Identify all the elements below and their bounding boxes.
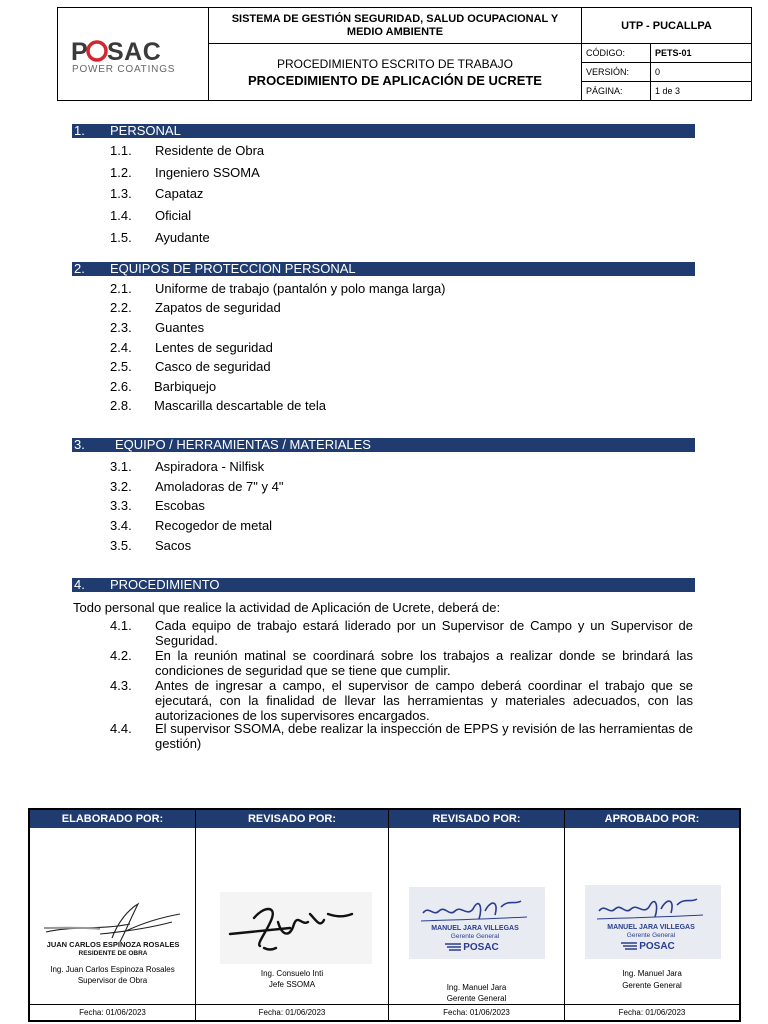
step-text: Cada equipo de trabajo estará liderado por un Supervisor de Campo y un Supervisor de Seguridad.: [155, 618, 693, 648]
section-title: EQUIPO / HERRAMIENTAS / MATERIALES: [115, 437, 371, 452]
section-bar-procedimiento: [72, 578, 695, 592]
procedure-cell: [209, 44, 582, 100]
signature-column-revisado-1: [196, 810, 389, 1020]
signature-column-aprobado: [565, 810, 739, 1020]
svg-text:JUAN CARLOS ESPINOZA ROSALES: JUAN CARLOS ESPINOZA ROSALES: [46, 940, 180, 949]
svg-text:POWER COATINGS: POWER COATINGS: [72, 64, 176, 75]
logo-cell: [58, 8, 209, 100]
svg-text:Gerente General: Gerente General: [450, 933, 500, 940]
step-number: 4.1.: [110, 618, 132, 633]
code-label: CÓDIGO:: [582, 44, 651, 63]
svg-text:MANUEL JARA VILLEGAS: MANUEL JARA VILLEGAS: [431, 925, 519, 932]
signer-name: Ing. Manuel Jara: [622, 969, 682, 978]
document-header: [57, 7, 752, 101]
version-label: VERSIÓN:: [582, 63, 651, 82]
svg-text:SAC: SAC: [107, 38, 162, 66]
signer-role: Gerente General: [622, 981, 682, 990]
signer-name: Ing. Juan Carlos Espinoza Rosales: [50, 965, 175, 974]
section-number: 2.: [74, 261, 85, 276]
section-title: PROCEDIMIENTO: [110, 577, 220, 592]
section-bar-equipo: [72, 438, 695, 452]
svg-text:P: P: [71, 38, 89, 66]
procedure-type: PROCEDIMIENTO ESCRITO DE TRABAJO: [276, 57, 514, 71]
signature-date: Fecha: 01/06/2023: [196, 1004, 388, 1020]
page-label: PÁGINA:: [582, 82, 651, 100]
section-title: PERSONAL: [110, 123, 181, 138]
section-title: EQUIPOS DE PROTECCION PERSONAL: [110, 261, 356, 276]
step-number: 4.2.: [110, 648, 132, 663]
signature-date: Fecha: 01/06/2023: [30, 1004, 195, 1020]
section-bar-personal: [72, 124, 695, 138]
step-number: 4.4.: [110, 721, 132, 736]
signer-name: Ing. Consuelo Inti: [260, 969, 324, 978]
step-number: 4.3.: [110, 678, 132, 693]
signer-name: Ing. Manuel Jara: [446, 983, 507, 992]
signer-role: Jefe SSOMA: [268, 980, 316, 989]
section-number: 4.: [74, 577, 85, 592]
section-bar-epp: [72, 262, 695, 276]
signer-role: Supervisor de Obra: [77, 976, 148, 985]
signature-date: Fecha: 01/06/2023: [389, 1004, 564, 1020]
svg-text:MANUEL JARA VILLEGAS: MANUEL JARA VILLEGAS: [607, 924, 695, 931]
signature-table: [28, 808, 741, 1022]
handwritten-signature: [220, 892, 372, 964]
posac-logo: [71, 38, 197, 78]
stamp-signature: [585, 885, 721, 959]
code-value: PETS-01: [651, 44, 751, 63]
svg-text:POSAC: POSAC: [463, 942, 499, 953]
svg-text:RESIDENTE DE OBRA: RESIDENTE DE OBRA: [78, 950, 148, 957]
column-header: ELABORADO POR:: [30, 810, 195, 828]
column-header: REVISADO POR:: [389, 810, 564, 828]
signature-column-elaborado: [30, 810, 196, 1020]
version-value: 0: [651, 63, 751, 82]
system-title: SISTEMA DE GESTIÓN SEGURIDAD, SALUD OCUPACIONAL Y MEDIO AMBIENTE: [209, 8, 582, 44]
procedure-title: PROCEDIMIENTO DE APLICACIÓN DE UCRETE: [248, 73, 542, 88]
unit-label: UTP - PUCALLPA: [582, 8, 751, 44]
handwritten-signature: [40, 902, 186, 958]
step-text: En la reunión matinal se coordinará sobre los trabajos a realizar donde se brindará las condiciones de seguridad que se tiene que cumplir.: [155, 648, 693, 678]
signature-date: Fecha: 01/06/2023: [565, 1004, 739, 1020]
signer-role: Gerente General: [446, 994, 507, 1003]
signature-column-revisado-2: [389, 810, 565, 1020]
column-header: REVISADO POR:: [196, 810, 388, 828]
page-value: 1 de 3: [655, 86, 681, 96]
step-text: Antes de ingresar a campo, el supervisor de campo deberá coordinar el trabajo que se ejecutará, con la finalidad de llevar las herramientas y materiales adecuados, con las autorizaciones de los supervisores encargados.: [155, 678, 693, 723]
svg-text:Gerente General: Gerente General: [626, 932, 676, 939]
procedure-intro: Todo personal que realice la actividad de Aplicación de Ucrete, deberá de:: [73, 600, 501, 615]
svg-text:POSAC: POSAC: [639, 941, 675, 952]
step-text: El supervisor SSOMA, debe realizar la inspección de EPPS y revisión de las herramientas de gestión): [155, 721, 693, 751]
stamp-signature: [409, 887, 545, 959]
section-number: 1.: [74, 123, 85, 138]
section-number: 3.: [74, 437, 85, 452]
column-header: APROBADO POR:: [565, 810, 739, 828]
